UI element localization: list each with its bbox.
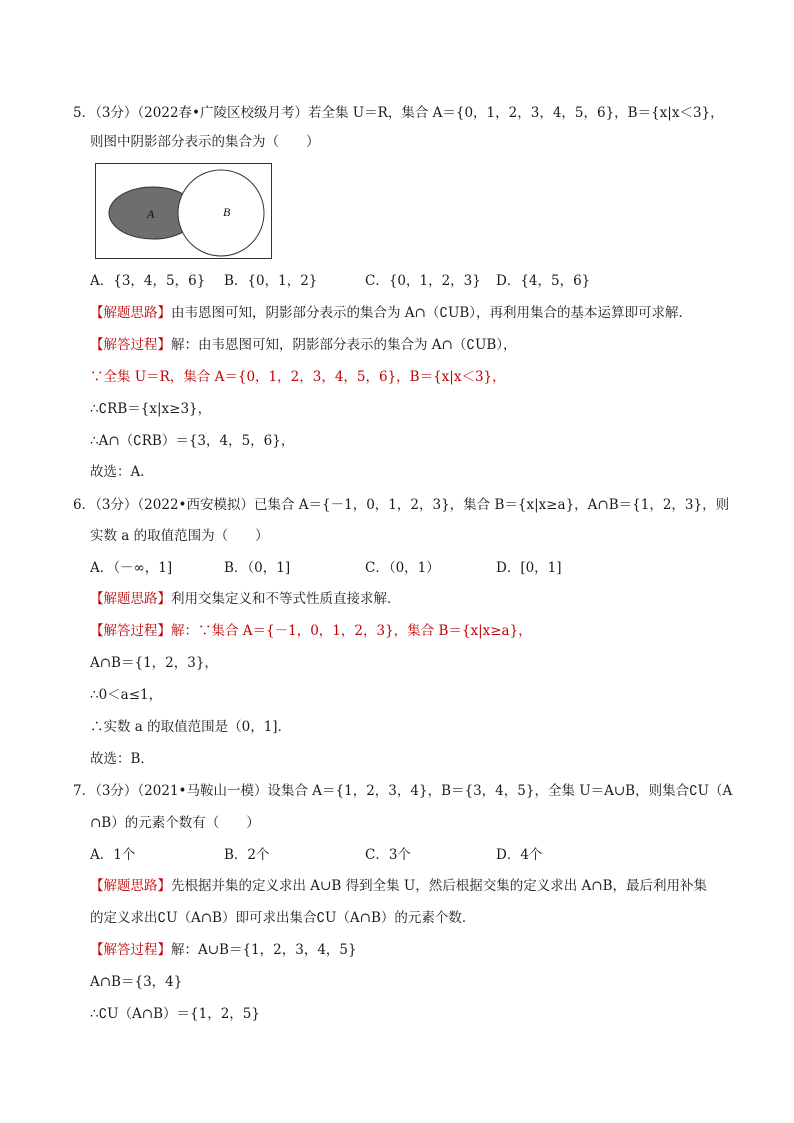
- venn-diagram: [95, 163, 272, 259]
- q6-stem-line1: 6．（3分）（2022•西安模拟）已集合 A＝{－1，0，1，2，3}，集合 B＝{x|x≥a}，A∩B＝{1，2，3}，则: [73, 497, 730, 513]
- q6-answer: 故选：B．: [90, 751, 154, 767]
- q5-process: [90, 336, 517, 354]
- q6-idea-tag: 【解题思路】: [90, 591, 171, 607]
- q6-process-tag: 【解答过程】: [90, 623, 171, 639]
- q7-step1: A∩B＝{3，4}: [90, 974, 183, 990]
- q7-idea-text1: 先根据并集的定义求出 A∪B 得到全集 U，然后根据交集的定义求出 A∩B，最后利用补集: [171, 878, 708, 894]
- q5-idea-text: 由韦恩图可知，阴影部分表示的集合为 A∩（∁UB），再利用集合的基本运算即可求解．: [171, 305, 692, 321]
- q7-option-a: A．1个: [90, 847, 136, 863]
- q6-step1: A∩B＝{1，2，3}，: [90, 655, 218, 671]
- q6-option-b: B．（0，1]: [224, 560, 291, 576]
- q6-step3: ∴实数 a 的取值范围是（0，1]．: [90, 719, 292, 735]
- venn-set-b: [178, 170, 264, 256]
- q5-option-b: B．{0，1，2}: [224, 273, 318, 289]
- q5-idea: [90, 304, 692, 322]
- q5-option-a: A．{3，4，5，6}: [90, 273, 206, 289]
- q5-option-d: D．{4，5，6}: [496, 273, 591, 289]
- q7-idea-tag: 【解题思路】: [90, 878, 171, 894]
- q6-idea: [90, 590, 401, 608]
- q5-option-c: C．{0，1，2，3}: [365, 273, 481, 289]
- q7-process: [90, 941, 357, 959]
- q6-option-c: C．（0，1）: [365, 560, 440, 576]
- q7-process-tag: 【解答过程】: [90, 942, 171, 958]
- q7-option-d: D．4个: [496, 847, 543, 863]
- q5-step2: ∴∁RB＝{x|x≥3}，: [90, 401, 212, 417]
- q7-idea: [90, 877, 707, 895]
- q5-step3: ∴A∩（∁RB）＝{3，4，5，6}，: [90, 433, 295, 449]
- q5-idea-tag: 【解题思路】: [90, 305, 171, 321]
- q5-stem-line2: 则图中阴影部分表示的集合为（ ）: [90, 134, 320, 150]
- q7-stem-line2: ∩B）的元素个数有（ ）: [90, 815, 260, 831]
- q6-option-d: D．[0，1]: [496, 560, 562, 576]
- q6-process: [90, 622, 532, 640]
- venn-label-a: A: [147, 207, 155, 221]
- q5-process-text: 解：由韦恩图可知，阴影部分表示的集合为 A∩（∁UB），: [171, 337, 517, 353]
- q7-step2: ∴∁U（A∩B）＝{1，2，5}: [90, 1006, 260, 1022]
- q6-step2: ∴0＜a≤1，: [90, 687, 163, 703]
- q7-option-b: B．2个: [224, 847, 270, 863]
- q6-idea-text: 利用交集定义和不等式性质直接求解．: [171, 591, 401, 607]
- q7-option-c: C．3个: [365, 847, 411, 863]
- q6-option-a: A．（－∞，1]: [90, 560, 173, 576]
- q5-answer: 故选：A．: [90, 464, 154, 480]
- q6-process-text: 解：∵集合 A＝{－1，0，1，2，3}，集合 B＝{x|x≥a}，: [171, 623, 532, 639]
- q5-process-tag: 【解答过程】: [90, 337, 171, 353]
- q5-step1: ∵全集 U＝R，集合 A＝{0，1，2，3，4，5，6}，B＝{x|x＜3}，: [90, 369, 506, 385]
- q6-stem-line2: 实数 a 的取值范围为（ ）: [90, 528, 269, 544]
- q7-stem-line1: 7．（3分）（2021•马鞍山一模）设集合 A＝{1，2，3，4}，B＝{3，4，5}，全集 U＝A∪B，则集合∁U（A: [73, 783, 733, 799]
- q7-process-text: 解：A∪B＝{1，2，3，4，5}: [171, 942, 357, 958]
- venn-label-b: B: [223, 205, 231, 219]
- q7-idea-line2: 的定义求出∁U（A∩B）即可求出集合∁U（A∩B）的元素个数．: [90, 910, 476, 926]
- q5-stem-line1: 5．（3分）（2022春•广陵区校级月考）若全集 U＝R，集合 A＝{0，1，2，3，4，5，6}，B＝{x|x＜3}，: [73, 105, 724, 121]
